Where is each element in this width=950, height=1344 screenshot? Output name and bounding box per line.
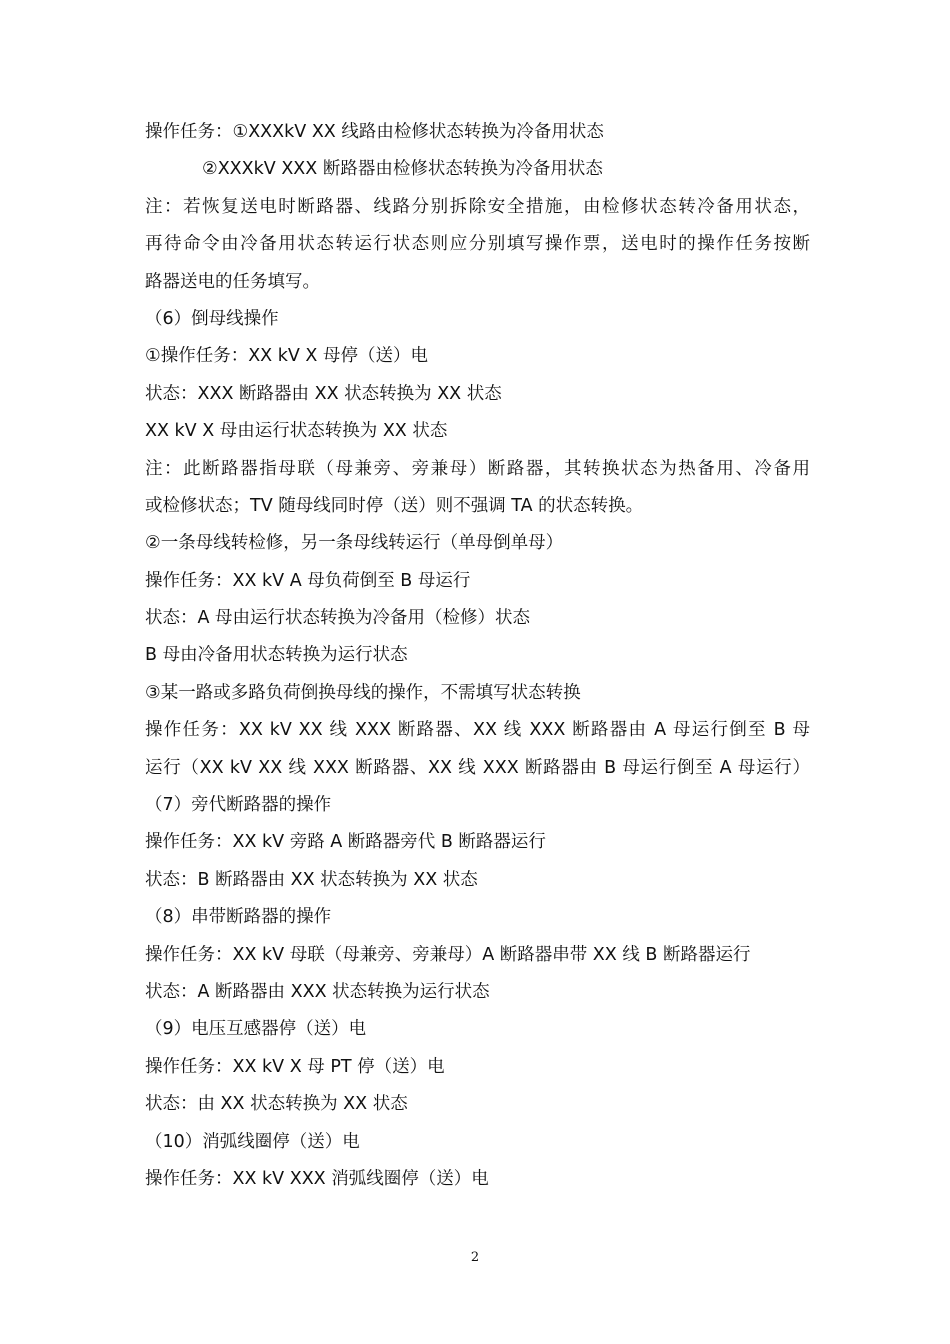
document-body: [145, 114, 810, 1198]
text-line: 状态：A 断路器由 XXX 状态转换为运行状态: [145, 981, 490, 1002]
section-heading: （9）电压互感器停（送）电: [145, 1019, 367, 1040]
section-heading: （6）倒母线操作: [145, 308, 279, 329]
text-line: 操作任务：XX kV X 母 PT 停（送）电: [145, 1056, 445, 1077]
section-heading: （7）旁代断路器的操作: [145, 795, 332, 816]
text-line: XX kV X 母由运行状态转换为 XX 状态: [145, 421, 448, 442]
text-line: 操作任务：XX kV 旁路 A 断路器旁代 B 断路器运行: [145, 832, 546, 853]
text-line: 再待命令由冷备用状态转运行状态则应分别填写操作票，送电时的操作任务按断: [145, 234, 810, 255]
text-line: 状态：由 XX 状态转换为 XX 状态: [145, 1094, 408, 1115]
text-line: 操作任务：XX kV XX 线 XXX 断路器、XX 线 XXX 断路器由 A 母运行倒至 B 母: [145, 720, 810, 741]
text-line: 运行（XX kV XX 线 XXX 断路器、XX 线 XXX 断路器由 B 母运行倒至 A 母运行）: [145, 757, 810, 778]
text-line: 注：此断路器指母联（母兼旁、旁兼母）断路器，其转换状态为热备用、冷备用: [145, 458, 810, 479]
text-line: ③某一路或多路负荷倒换母线的操作，不需填写状态转换: [145, 682, 581, 703]
text-line: 或检修状态；TV 随母线同时停（送）则不强调 TA 的状态转换。: [145, 495, 644, 516]
text-line: 状态：XXX 断路器由 XX 状态转换为 XX 状态: [145, 383, 502, 404]
text-line: B 母由冷备用状态转换为运行状态: [145, 645, 408, 666]
text-line: 状态：A 母由运行状态转换为冷备用（检修）状态: [145, 608, 531, 629]
text-line: ②一条母线转检修，另一条母线转运行（单母倒单母）: [145, 533, 564, 554]
section-heading: （10）消弧线圈停（送）电: [145, 1131, 360, 1152]
text-line: 操作任务：XX kV XXX 消弧线圈停（送）电: [145, 1168, 489, 1189]
text-line: 操作任务：XX kV A 母负荷倒至 B 母运行: [145, 570, 471, 591]
page-number: 2: [470, 1250, 480, 1265]
text-line: 操作任务：①XXXkV XX 线路由检修状态转换为冷备用状态: [145, 122, 604, 142]
text-line: 状态：B 断路器由 XX 状态转换为 XX 状态: [145, 869, 478, 890]
section-heading: （8）串带断路器的操作: [145, 907, 332, 928]
text-line: 路器送电的任务填写。: [145, 271, 320, 292]
text-line: ①操作任务：XX kV X 母停（送）电: [145, 346, 428, 367]
text-line: 操作任务：XX kV 母联（母兼旁、旁兼母）A 断路器串带 XX 线 B 断路器运行: [145, 944, 751, 965]
text-line: ②XXXkV XXX 断路器由检修状态转换为冷备用状态: [202, 159, 603, 180]
text-line: 注：若恢复送电时断路器、线路分别拆除安全措施，由检修状态转冷备用状态，: [145, 196, 810, 217]
